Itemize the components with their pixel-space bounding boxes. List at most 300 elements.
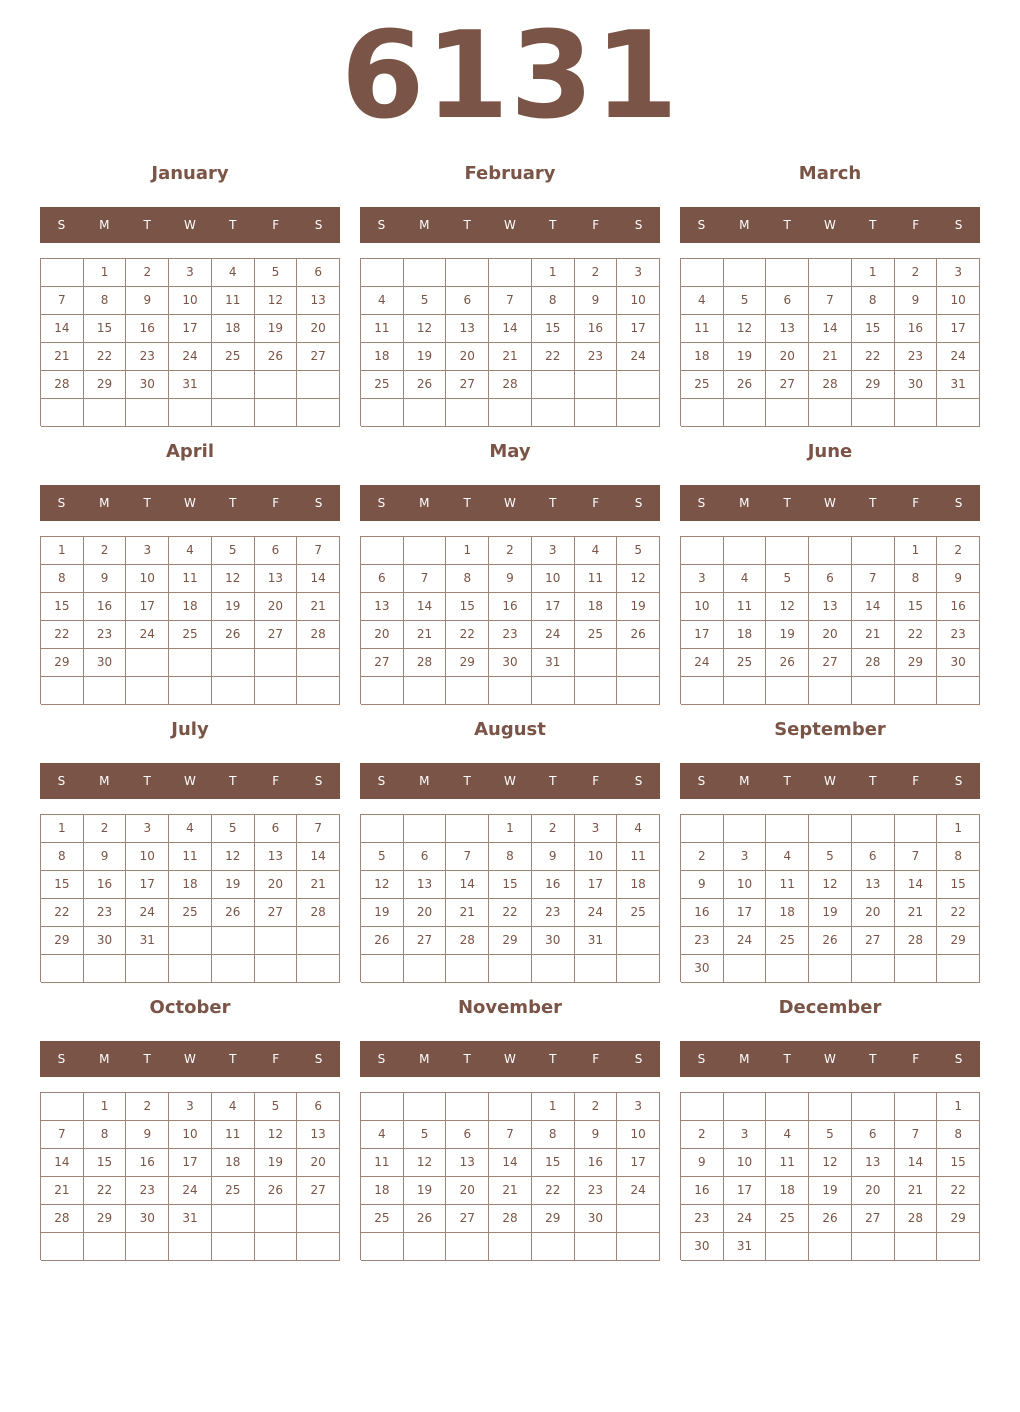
day-cell: 2 [681, 1121, 724, 1149]
empty-day-cell [41, 399, 84, 427]
empty-day-cell [895, 1233, 938, 1261]
day-cell: 6 [404, 843, 447, 871]
day-cell: 19 [809, 899, 852, 927]
day-cell: 7 [404, 565, 447, 593]
day-cell: 3 [617, 259, 660, 287]
empty-day-cell [809, 1233, 852, 1261]
month-name: October [149, 997, 231, 1018]
weekday-label: F [912, 1052, 920, 1066]
day-cell: 30 [84, 649, 127, 677]
empty-day-cell [255, 677, 298, 705]
empty-day-cell [532, 677, 575, 705]
empty-day-cell [852, 537, 895, 565]
day-cell: 22 [41, 621, 84, 649]
day-cell: 16 [84, 593, 127, 621]
day-cell: 20 [297, 1149, 340, 1177]
day-cell: 12 [361, 871, 404, 899]
day-cell: 2 [126, 1093, 169, 1121]
day-cell: 28 [852, 649, 895, 677]
day-cell: 20 [255, 871, 298, 899]
day-cell: 26 [255, 1177, 298, 1205]
empty-day-cell [361, 677, 404, 705]
day-cell: 29 [532, 1205, 575, 1233]
empty-day-cell [617, 1205, 660, 1233]
day-cell: 21 [446, 899, 489, 927]
day-cell: 15 [937, 871, 980, 899]
day-cell: 29 [489, 927, 532, 955]
empty-day-cell [446, 677, 489, 705]
day-cell: 6 [297, 1093, 340, 1121]
day-cell: 12 [809, 871, 852, 899]
empty-day-cell [126, 1233, 169, 1261]
empty-day-cell [446, 399, 489, 427]
month-january [40, 161, 340, 431]
day-cell: 10 [617, 1121, 660, 1149]
day-cell: 25 [169, 621, 212, 649]
day-cell: 2 [84, 815, 127, 843]
day-cell: 17 [169, 1149, 212, 1177]
day-cell: 10 [126, 565, 169, 593]
weekday-label: S [57, 1052, 66, 1066]
day-cell: 13 [255, 565, 298, 593]
day-cell: 20 [852, 899, 895, 927]
day-cell: 27 [852, 927, 895, 955]
weekday-label: T [229, 496, 237, 510]
weekday-label: M [419, 218, 430, 232]
weekday-label: W [184, 774, 196, 788]
day-cell: 20 [255, 593, 298, 621]
day-cell: 21 [297, 593, 340, 621]
day-cell: 28 [895, 1205, 938, 1233]
day-cell: 10 [169, 287, 212, 315]
day-cell: 13 [446, 315, 489, 343]
weekday-label: S [697, 218, 706, 232]
empty-day-cell [126, 955, 169, 983]
empty-day-cell [297, 371, 340, 399]
day-cell: 26 [809, 927, 852, 955]
empty-day-cell [766, 955, 809, 983]
weekday-label: S [377, 218, 386, 232]
day-cell: 13 [255, 843, 298, 871]
day-cell: 19 [724, 343, 767, 371]
weekday-label: T [143, 496, 151, 510]
empty-day-cell [937, 399, 980, 427]
empty-day-cell [404, 1093, 447, 1121]
day-cell: 5 [809, 1121, 852, 1149]
day-grid [40, 258, 340, 426]
empty-day-cell [404, 399, 447, 427]
day-cell: 10 [724, 871, 767, 899]
empty-day-cell [212, 649, 255, 677]
day-cell: 7 [489, 287, 532, 315]
day-cell: 2 [681, 843, 724, 871]
day-cell: 30 [489, 649, 532, 677]
day-cell: 23 [681, 927, 724, 955]
empty-day-cell [84, 677, 127, 705]
day-cell: 4 [766, 843, 809, 871]
empty-day-cell [41, 1233, 84, 1261]
day-grid [360, 1092, 660, 1260]
day-cell: 13 [297, 1121, 340, 1149]
empty-day-cell [681, 677, 724, 705]
weekday-label: F [272, 496, 280, 510]
day-cell: 18 [724, 621, 767, 649]
day-cell: 15 [41, 593, 84, 621]
day-cell: 29 [41, 649, 84, 677]
day-cell: 8 [532, 287, 575, 315]
day-cell: 25 [766, 927, 809, 955]
day-cell: 29 [852, 371, 895, 399]
day-cell: 28 [41, 1205, 84, 1233]
day-cell: 21 [41, 1177, 84, 1205]
empty-day-cell [446, 1093, 489, 1121]
weekday-label: S [377, 774, 386, 788]
day-cell: 13 [361, 593, 404, 621]
weekday-label: W [184, 218, 196, 232]
day-cell: 2 [895, 259, 938, 287]
empty-day-cell [446, 259, 489, 287]
day-cell: 29 [84, 1205, 127, 1233]
weekday-label: T [229, 774, 237, 788]
empty-day-cell [404, 955, 447, 983]
day-cell: 6 [361, 565, 404, 593]
day-cell: 9 [937, 565, 980, 593]
day-cell: 4 [169, 815, 212, 843]
day-grid [360, 814, 660, 982]
empty-day-cell [169, 927, 212, 955]
empty-day-cell [255, 371, 298, 399]
day-cell: 18 [169, 593, 212, 621]
weekday-label: S [954, 774, 963, 788]
day-cell: 26 [724, 371, 767, 399]
day-cell: 11 [212, 1121, 255, 1149]
empty-day-cell [297, 927, 340, 955]
empty-day-cell [255, 955, 298, 983]
day-cell: 31 [724, 1233, 767, 1261]
day-cell: 31 [169, 1205, 212, 1233]
empty-day-cell [724, 399, 767, 427]
day-cell: 18 [212, 315, 255, 343]
day-cell: 24 [126, 621, 169, 649]
empty-day-cell [361, 1233, 404, 1261]
day-cell: 19 [212, 871, 255, 899]
day-cell: 24 [724, 1205, 767, 1233]
day-cell: 14 [446, 871, 489, 899]
day-grid [40, 536, 340, 704]
empty-day-cell [724, 259, 767, 287]
weekday-label: T [783, 774, 791, 788]
weekday-label: S [314, 1052, 323, 1066]
month-name: March [798, 163, 862, 184]
day-cell: 2 [937, 537, 980, 565]
empty-day-cell [766, 815, 809, 843]
month-september [680, 717, 980, 987]
day-cell: 4 [681, 287, 724, 315]
day-cell: 25 [361, 1205, 404, 1233]
day-cell: 21 [489, 343, 532, 371]
empty-day-cell [809, 677, 852, 705]
day-cell: 24 [937, 343, 980, 371]
day-cell: 12 [724, 315, 767, 343]
empty-day-cell [681, 815, 724, 843]
weekday-label: T [463, 774, 471, 788]
weekday-label: S [57, 218, 66, 232]
weekday-label: T [549, 496, 557, 510]
day-cell: 24 [575, 899, 618, 927]
day-cell: 14 [809, 315, 852, 343]
day-cell: 16 [681, 899, 724, 927]
day-cell: 16 [126, 1149, 169, 1177]
weekday-label: S [57, 774, 66, 788]
empty-day-cell [852, 677, 895, 705]
day-cell: 26 [212, 899, 255, 927]
day-cell: 7 [297, 815, 340, 843]
empty-day-cell [84, 955, 127, 983]
empty-day-cell [212, 927, 255, 955]
day-cell: 26 [617, 621, 660, 649]
empty-day-cell [681, 537, 724, 565]
day-cell: 21 [41, 343, 84, 371]
day-cell: 13 [446, 1149, 489, 1177]
day-cell: 26 [404, 1205, 447, 1233]
day-cell: 7 [809, 287, 852, 315]
day-cell: 9 [575, 287, 618, 315]
day-cell: 23 [84, 899, 127, 927]
day-cell: 21 [895, 899, 938, 927]
day-cell: 2 [489, 537, 532, 565]
weekday-label: S [634, 218, 643, 232]
year-title: 6131 [341, 7, 679, 146]
day-cell: 7 [895, 1121, 938, 1149]
day-cell: 6 [766, 287, 809, 315]
day-cell: 25 [169, 899, 212, 927]
day-cell: 13 [404, 871, 447, 899]
day-cell: 22 [895, 621, 938, 649]
day-cell: 18 [766, 899, 809, 927]
month-december [680, 995, 980, 1265]
day-cell: 17 [575, 871, 618, 899]
day-cell: 18 [766, 1177, 809, 1205]
day-cell: 5 [212, 815, 255, 843]
empty-day-cell [852, 1233, 895, 1261]
day-cell: 3 [532, 537, 575, 565]
day-cell: 18 [361, 343, 404, 371]
day-cell: 25 [681, 371, 724, 399]
empty-day-cell [489, 259, 532, 287]
empty-day-cell [212, 371, 255, 399]
day-cell: 6 [446, 1121, 489, 1149]
day-cell: 8 [852, 287, 895, 315]
day-cell: 11 [766, 871, 809, 899]
day-cell: 16 [575, 315, 618, 343]
weekday-label: W [504, 1052, 516, 1066]
day-cell: 16 [489, 593, 532, 621]
day-cell: 29 [41, 927, 84, 955]
day-cell: 25 [617, 899, 660, 927]
day-cell: 16 [84, 871, 127, 899]
day-cell: 3 [681, 565, 724, 593]
day-cell: 9 [681, 871, 724, 899]
month-name: August [474, 719, 546, 740]
day-cell: 16 [681, 1177, 724, 1205]
day-cell: 29 [937, 1205, 980, 1233]
day-cell: 21 [809, 343, 852, 371]
empty-day-cell [617, 927, 660, 955]
day-cell: 11 [617, 843, 660, 871]
weekday-label: M [419, 1052, 430, 1066]
empty-day-cell [169, 1233, 212, 1261]
day-cell: 11 [681, 315, 724, 343]
day-cell: 24 [724, 927, 767, 955]
empty-day-cell [809, 815, 852, 843]
day-cell: 5 [809, 843, 852, 871]
weekday-label: M [739, 496, 750, 510]
day-cell: 30 [681, 1233, 724, 1261]
weekday-header [680, 763, 980, 799]
weekday-header [360, 763, 660, 799]
empty-day-cell [575, 371, 618, 399]
weekday-label: S [377, 496, 386, 510]
day-cell: 15 [41, 871, 84, 899]
day-cell: 9 [84, 565, 127, 593]
empty-day-cell [575, 399, 618, 427]
day-cell: 11 [361, 315, 404, 343]
day-cell: 1 [895, 537, 938, 565]
day-cell: 14 [489, 1149, 532, 1177]
day-cell: 20 [766, 343, 809, 371]
day-cell: 10 [617, 287, 660, 315]
day-cell: 9 [126, 1121, 169, 1149]
empty-day-cell [404, 677, 447, 705]
day-cell: 31 [126, 927, 169, 955]
day-cell: 26 [809, 1205, 852, 1233]
day-cell: 18 [575, 593, 618, 621]
day-cell: 23 [84, 621, 127, 649]
month-october [40, 995, 340, 1265]
weekday-label: F [272, 218, 280, 232]
empty-day-cell [681, 399, 724, 427]
day-cell: 27 [852, 1205, 895, 1233]
empty-day-cell [126, 649, 169, 677]
day-cell: 18 [361, 1177, 404, 1205]
weekday-label: T [869, 496, 877, 510]
day-cell: 15 [937, 1149, 980, 1177]
empty-day-cell [212, 677, 255, 705]
day-cell: 22 [532, 1177, 575, 1205]
empty-day-cell [446, 955, 489, 983]
empty-day-cell [852, 815, 895, 843]
empty-day-cell [895, 677, 938, 705]
day-cell: 9 [895, 287, 938, 315]
weekday-header [360, 1041, 660, 1077]
weekday-label: W [184, 1052, 196, 1066]
weekday-label: T [869, 1052, 877, 1066]
empty-day-cell [809, 1093, 852, 1121]
day-cell: 10 [681, 593, 724, 621]
empty-day-cell [297, 399, 340, 427]
day-cell: 7 [489, 1121, 532, 1149]
empty-day-cell [212, 955, 255, 983]
weekday-header [40, 763, 340, 799]
empty-day-cell [297, 1205, 340, 1233]
day-cell: 3 [575, 815, 618, 843]
empty-day-cell [575, 1233, 618, 1261]
day-cell: 1 [937, 815, 980, 843]
weekday-label: T [549, 218, 557, 232]
empty-day-cell [169, 677, 212, 705]
day-cell: 1 [852, 259, 895, 287]
empty-day-cell [724, 815, 767, 843]
empty-day-cell [169, 955, 212, 983]
day-cell: 17 [681, 621, 724, 649]
day-cell: 7 [297, 537, 340, 565]
day-cell: 10 [169, 1121, 212, 1149]
day-cell: 20 [446, 1177, 489, 1205]
day-cell: 26 [212, 621, 255, 649]
day-cell: 12 [766, 593, 809, 621]
weekday-label: T [869, 218, 877, 232]
day-cell: 19 [809, 1177, 852, 1205]
weekday-label: T [549, 774, 557, 788]
day-cell: 25 [766, 1205, 809, 1233]
day-cell: 2 [532, 815, 575, 843]
day-cell: 20 [404, 899, 447, 927]
day-cell: 4 [766, 1121, 809, 1149]
weekday-label: F [592, 774, 600, 788]
day-cell: 29 [446, 649, 489, 677]
empty-day-cell [766, 259, 809, 287]
empty-day-cell [681, 1093, 724, 1121]
day-cell: 14 [404, 593, 447, 621]
day-cell: 24 [126, 899, 169, 927]
empty-day-cell [255, 927, 298, 955]
day-cell: 12 [212, 843, 255, 871]
day-cell: 25 [212, 1177, 255, 1205]
day-cell: 1 [41, 537, 84, 565]
day-cell: 9 [126, 287, 169, 315]
day-grid [40, 1092, 340, 1260]
day-grid [40, 814, 340, 982]
day-grid [360, 536, 660, 704]
day-cell: 9 [489, 565, 532, 593]
day-cell: 9 [575, 1121, 618, 1149]
month-name: January [151, 163, 229, 184]
day-cell: 17 [169, 315, 212, 343]
day-cell: 13 [809, 593, 852, 621]
day-cell: 24 [532, 621, 575, 649]
weekday-label: W [504, 774, 516, 788]
empty-day-cell [361, 399, 404, 427]
day-cell: 1 [41, 815, 84, 843]
day-cell: 5 [617, 537, 660, 565]
empty-day-cell [532, 371, 575, 399]
empty-day-cell [212, 1233, 255, 1261]
empty-day-cell [724, 537, 767, 565]
day-cell: 20 [446, 343, 489, 371]
day-cell: 22 [852, 343, 895, 371]
weekday-label: T [143, 218, 151, 232]
weekday-label: S [314, 496, 323, 510]
day-cell: 4 [212, 259, 255, 287]
day-cell: 15 [84, 1149, 127, 1177]
empty-day-cell [852, 399, 895, 427]
day-cell: 10 [724, 1149, 767, 1177]
day-cell: 5 [212, 537, 255, 565]
weekday-label: F [912, 774, 920, 788]
day-cell: 25 [212, 343, 255, 371]
month-august [360, 717, 660, 987]
day-cell: 14 [895, 871, 938, 899]
